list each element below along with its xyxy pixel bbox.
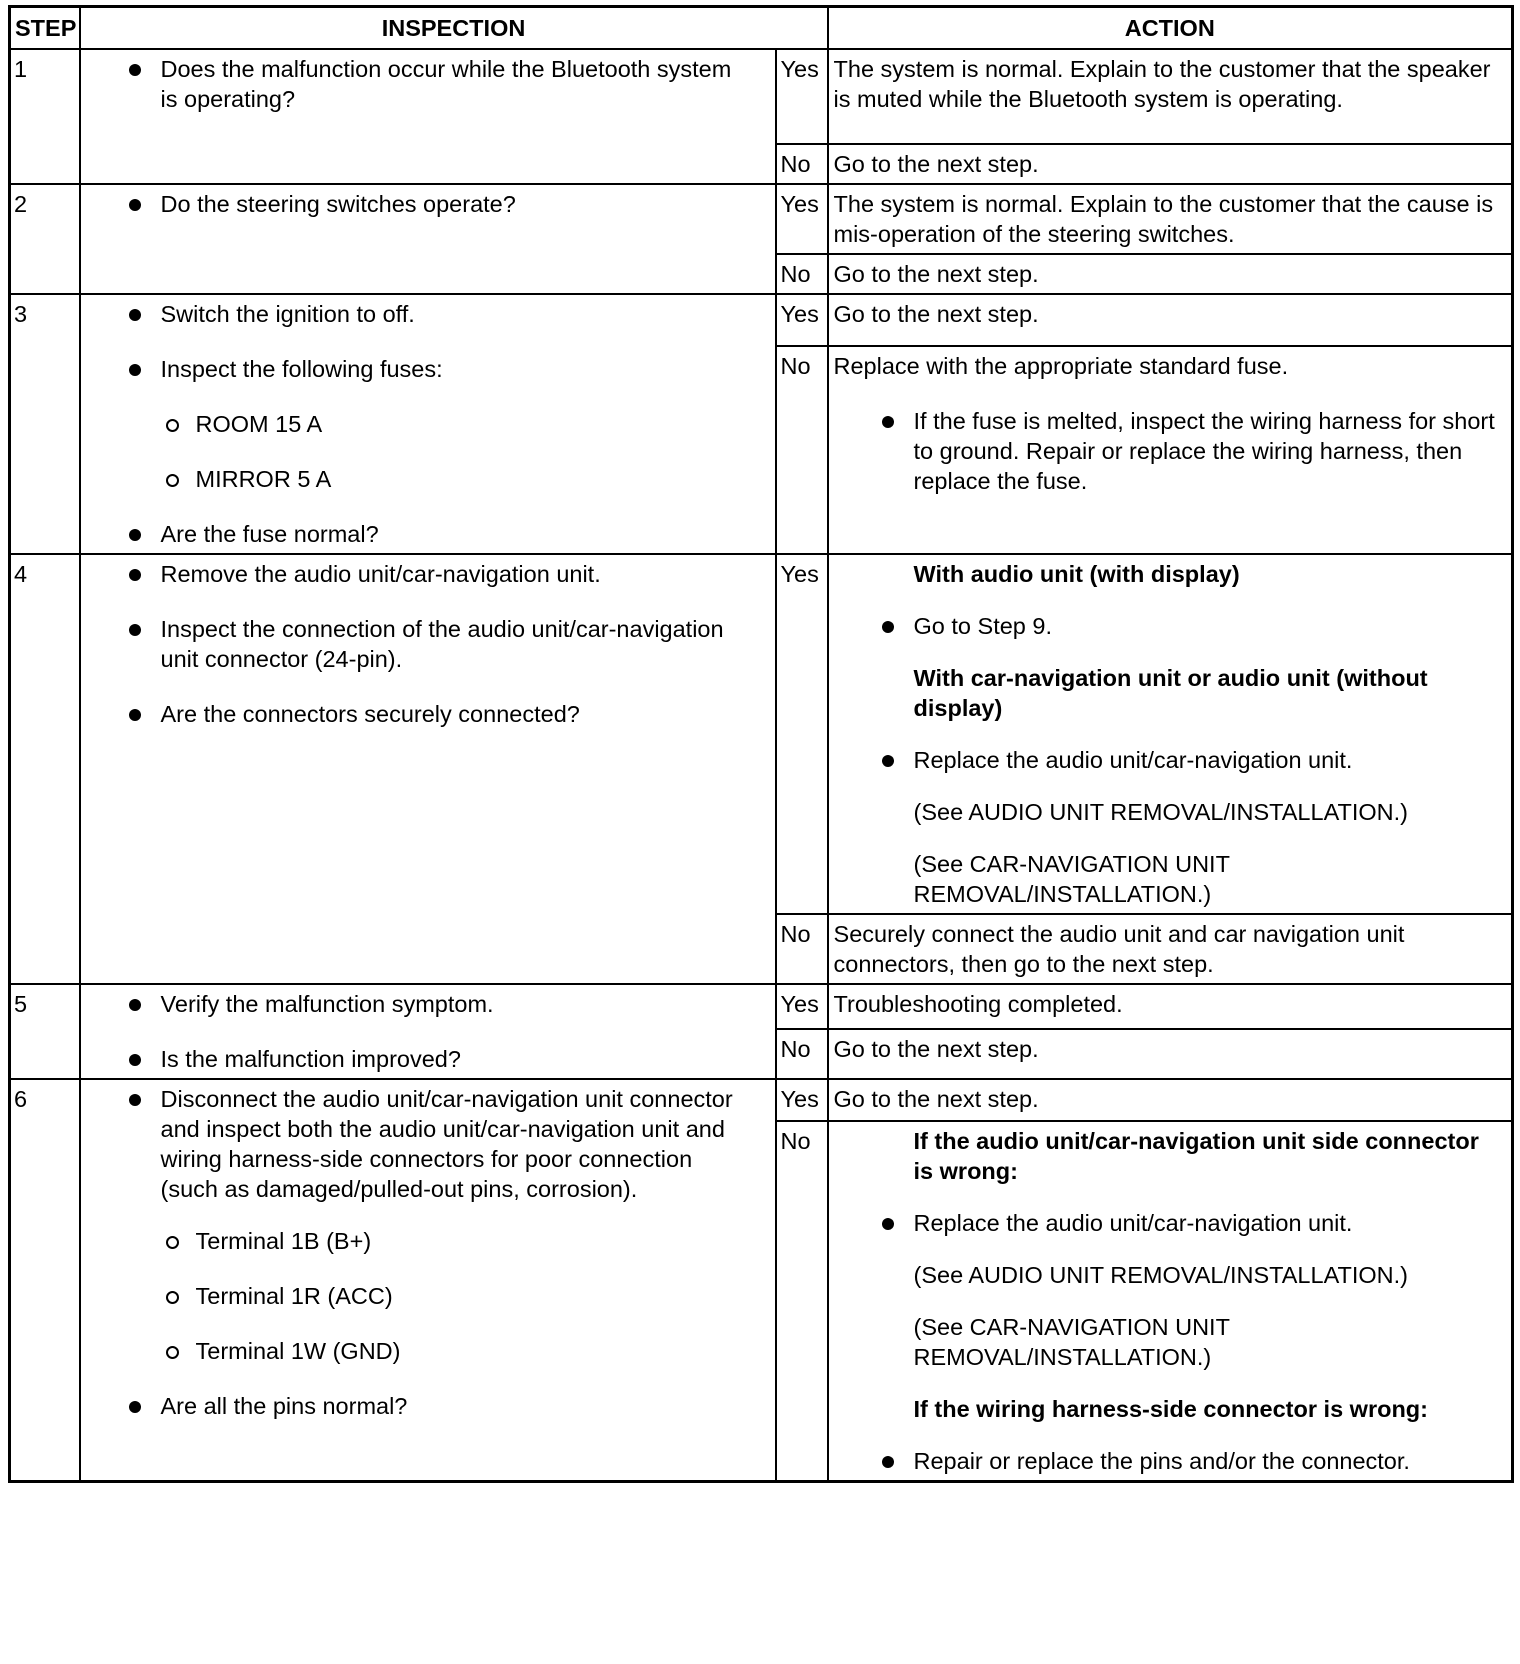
step-number: 3: [10, 294, 80, 554]
inspection-cell: [80, 294, 776, 554]
inspection-item: Verify the malfunction symptom.: [121, 989, 735, 1019]
step-number: 2: [10, 184, 80, 294]
table-header-row: [10, 7, 1513, 50]
yes-action: The system is normal. Explain to the customer that the cause is mis-operation of the steering switches.: [828, 184, 1513, 254]
no-bullet: Repair or replace the pins and/or the connector.: [834, 1446, 1500, 1476]
no-label: No: [776, 914, 828, 984]
inspection-cell: [80, 49, 776, 184]
yes-reference: (See CAR-NAVIGATION UNIT REMOVAL/INSTALLATION.): [913, 851, 1230, 907]
no-heading: If the wiring harness-side connector is wrong:: [913, 1396, 1428, 1422]
inspection-item: Disconnect the audio unit/car-navigation unit connector and inspect both the audio unit/car-navigation unit and wiring harness-side connectors for poor connection (such as damaged/pulled-out pins, corrosion).: [121, 1084, 735, 1204]
no-action: Securely connect the audio unit and car navigation unit connectors, then go to the next step.: [828, 914, 1513, 984]
yes-bullet: Go to Step 9.: [834, 611, 1500, 641]
no-action: Replace with the appropriate standard fuse.: [833, 353, 1289, 379]
table-row: [10, 294, 1513, 346]
inspection-item: Do the steering switches operate?: [121, 189, 735, 219]
no-label: No: [776, 346, 828, 554]
no-action-cell: [828, 346, 1513, 554]
inspection-item: Remove the audio unit/car-navigation unit.: [121, 559, 735, 589]
yes-heading: With audio unit (with display): [913, 561, 1240, 587]
inspection-cell: [80, 984, 776, 1079]
no-action-cell: [828, 1121, 1513, 1482]
inspection-cell: [80, 184, 776, 294]
step-number: 6: [10, 1079, 80, 1482]
terminal-item: Terminal 1B (B+): [81, 1226, 735, 1256]
yes-label: Yes: [776, 49, 828, 144]
inspection-item: Does the malfunction occur while the Bluetooth system is operating?: [121, 54, 735, 114]
yes-label: Yes: [776, 1079, 828, 1121]
table-row: [10, 1079, 1513, 1121]
no-label: No: [776, 1121, 828, 1482]
no-action-bullet: If the fuse is melted, inspect the wiring harness for short to ground. Repair or replace the wiring harness, then replace the fuse.: [834, 406, 1500, 496]
yes-bullet: Replace the audio unit/car-navigation unit.: [834, 745, 1500, 775]
inspection-item: Inspect the following fuses:: [121, 354, 735, 384]
inspection-item: Switch the ignition to off.: [121, 299, 735, 329]
inspection-item: Are all the pins normal?: [121, 1391, 735, 1421]
no-bullet: Replace the audio unit/car-navigation unit.: [834, 1208, 1500, 1238]
no-action: Go to the next step.: [828, 1029, 1513, 1079]
step-number: 5: [10, 984, 80, 1079]
step-number: 1: [10, 49, 80, 184]
no-label: No: [776, 1029, 828, 1079]
yes-action: Go to the next step.: [828, 294, 1513, 346]
yes-label: Yes: [776, 554, 828, 914]
inspection-cell: [80, 1079, 776, 1482]
header-step: STEP: [10, 7, 80, 50]
inspection-item: Inspect the connection of the audio unit/car-navigation unit connector (24-pin).: [121, 614, 735, 674]
header-inspection: INSPECTION: [80, 7, 828, 50]
no-action: Go to the next step.: [828, 254, 1513, 294]
no-label: No: [776, 254, 828, 294]
header-action: ACTION: [828, 7, 1513, 50]
no-label: No: [776, 144, 828, 184]
yes-label: Yes: [776, 184, 828, 254]
yes-action-cell: [828, 554, 1513, 914]
yes-label: Yes: [776, 984, 828, 1029]
fuse-item: ROOM 15 A: [81, 409, 735, 439]
yes-action: Troubleshooting completed.: [828, 984, 1513, 1029]
table-row: [10, 984, 1513, 1029]
troubleshooting-table: [8, 5, 1514, 1483]
table-row: [10, 554, 1513, 914]
yes-action: Go to the next step.: [828, 1079, 1513, 1121]
inspection-cell: [80, 554, 776, 984]
yes-label: Yes: [776, 294, 828, 346]
table-row: [10, 49, 1513, 144]
fuse-item: MIRROR 5 A: [81, 464, 735, 494]
terminal-item: Terminal 1R (ACC): [81, 1281, 735, 1311]
yes-heading: With car-navigation unit or audio unit (without display): [913, 665, 1428, 721]
yes-action: The system is normal. Explain to the customer that the speaker is muted while the Bluetooth system is operating.: [828, 49, 1513, 144]
no-reference: (See AUDIO UNIT REMOVAL/INSTALLATION.): [913, 1262, 1408, 1288]
inspection-item: Are the connectors securely connected?: [121, 699, 735, 729]
step-number: 4: [10, 554, 80, 984]
table-row: [10, 184, 1513, 254]
inspection-item: Is the malfunction improved?: [121, 1044, 735, 1074]
no-action: Go to the next step.: [828, 144, 1513, 184]
no-heading: If the audio unit/car-navigation unit side connector is wrong:: [913, 1128, 1479, 1184]
terminal-item: Terminal 1W (GND): [81, 1336, 735, 1366]
yes-reference: (See AUDIO UNIT REMOVAL/INSTALLATION.): [913, 799, 1408, 825]
no-reference: (See CAR-NAVIGATION UNIT REMOVAL/INSTALLATION.): [913, 1314, 1230, 1370]
inspection-item: Are the fuse normal?: [121, 519, 735, 549]
